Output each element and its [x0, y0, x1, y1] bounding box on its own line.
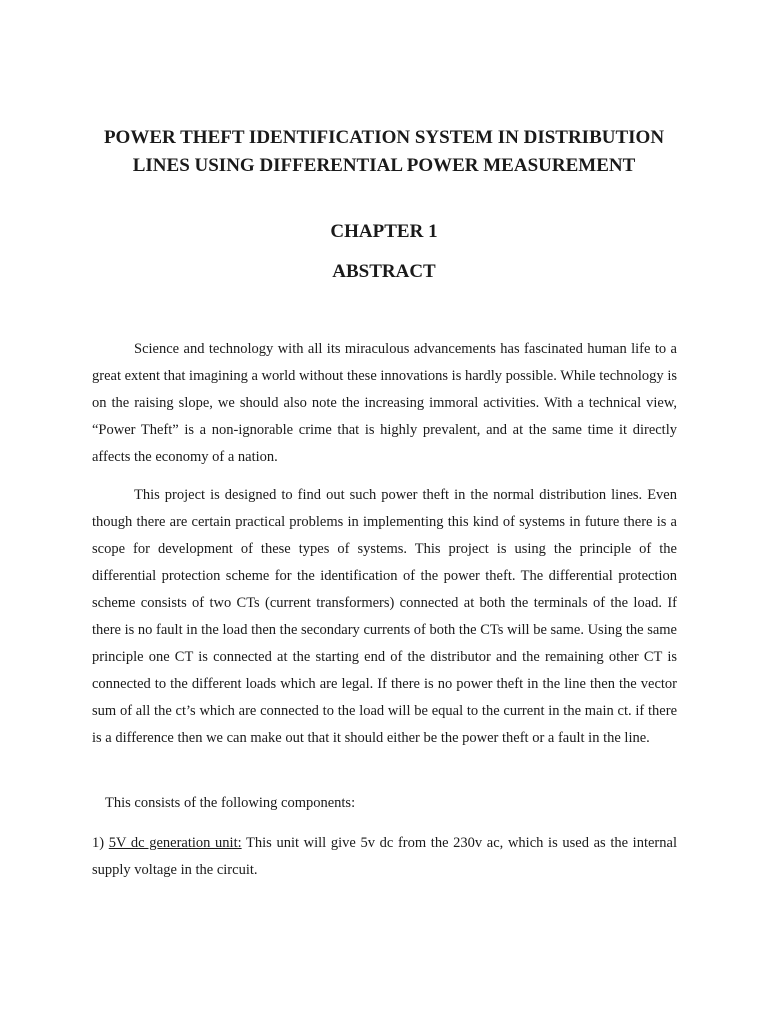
- abstract-paragraph-2: This project is designed to find out such power theft in the normal distribution lines. Even though there are certain practical problems in implementing this kind of systems in future there is a scope for development of these types of systems. This project is using the principle of the differential protection scheme for the identification of the power theft. The differential protection scheme consists of two CTs (current transformers) connected at both the terminals of the load. If there is no fault in the load then the secondary currents of both the CTs will be same. Using the same principle one CT is connected at the starting end of the distributor and the remaining other CT is connected to the different loads which are legal. If there is no power theft in the line then the vector sum of all the ct’s which are connected to the load will be equal to the current in the main ct. if there is a difference then we can make out that it should either be the power theft or a fault in the line.: [92, 487, 677, 746]
- list-item-1: [92, 830, 677, 884]
- list-item-text: This unit will give 5v dc from the 230v ac, which is used as the internal supply voltage in the circuit.: [92, 835, 677, 878]
- list-item-term: 5V dc generation unit:: [108, 835, 242, 851]
- components-intro: This consists of the following components:: [105, 795, 356, 811]
- abstract-paragraph-1: Science and technology with all its miraculous advancements has fascinated human life to a great extent that imagining a world without these innovations is hardly possible. While technology is on the raising slope, we should also note the increasing immoral activities. With a technical view, “Power Theft” is a non-ignorable crime that is highly prevalent, and at the same time it directly affects the economy of a nation.: [92, 341, 677, 465]
- section-heading: ABSTRACT: [332, 261, 436, 282]
- document-title: POWER THEFT IDENTIFICATION SYSTEM IN DISTRIBUTION LINES USING DIFFERENTIAL POWER MEASUREMENT: [103, 127, 665, 176]
- list-item-number: 1): [92, 835, 105, 851]
- chapter-heading: CHAPTER 1: [330, 221, 438, 242]
